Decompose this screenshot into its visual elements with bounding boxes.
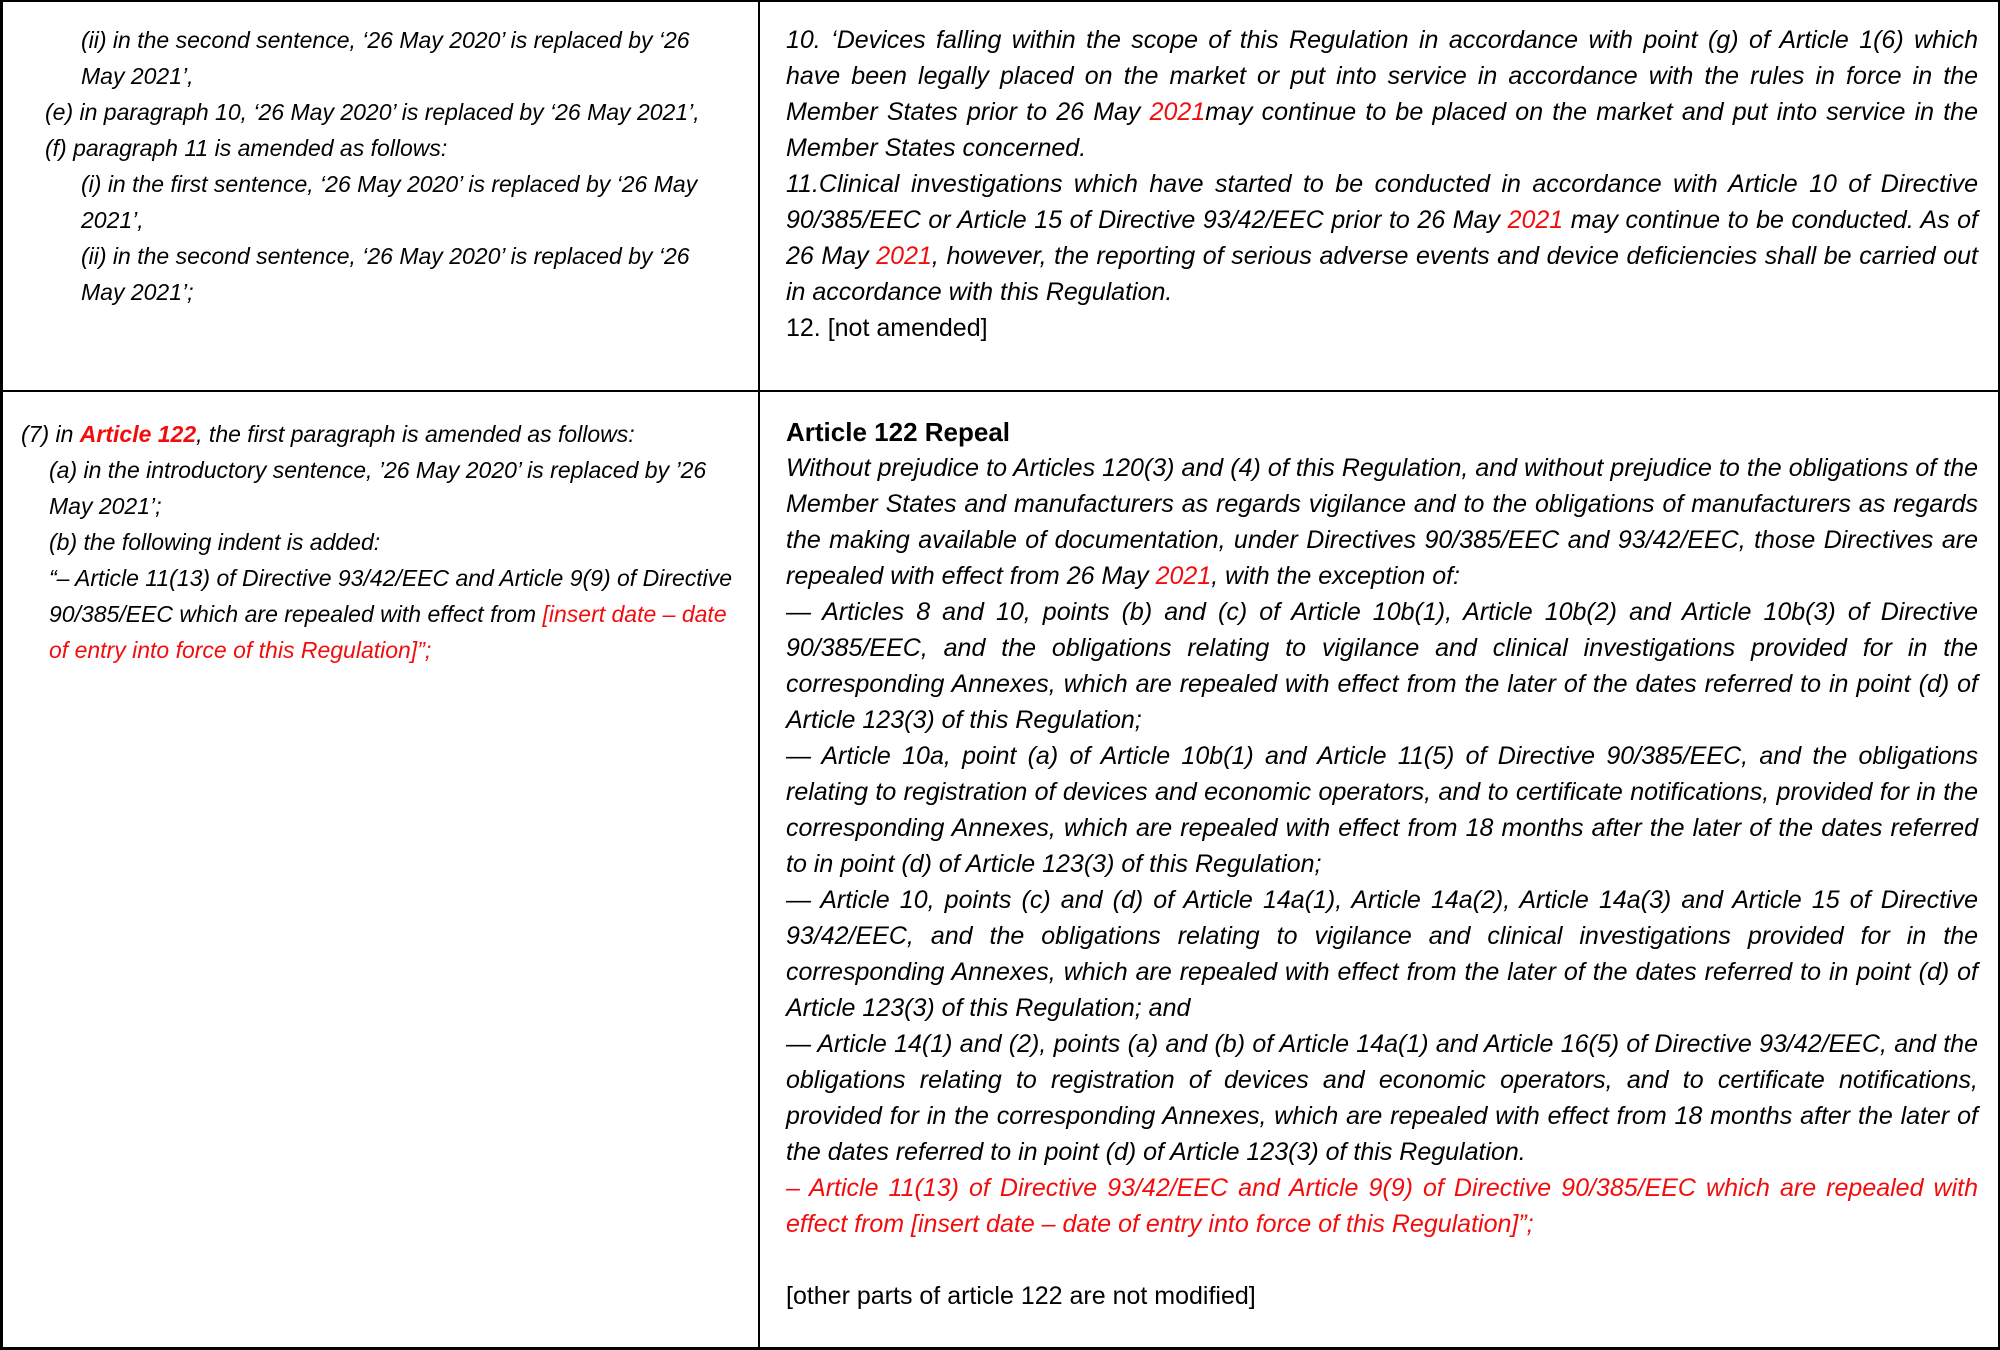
table-row-1	[3, 2, 1998, 390]
blank-line	[786, 1242, 1978, 1278]
amendment-item: (ii) in the second sentence, ‘26 May 2020’ is replaced by ‘26 May 2021’;	[81, 243, 690, 305]
paragraph-11-text: , however, the reporting of serious adverse events and device deficiencies shall be carried out in accordance with this Regulation.	[786, 242, 1978, 306]
paragraph-10-text: 10. ‘Devices falling within the scope of this Regulation in accordance with point (g) of Article 1(6) which have been legally placed on the market or put into service in accordance with the rules in force in the Member States prior to 26 May	[786, 26, 1978, 126]
article-122-heading: Article 122 Repeal	[786, 417, 1011, 447]
amendment-instructions-cell-1	[3, 2, 758, 390]
repeal-indent-2: — Article 10a, point (a) of Article 10b(1) and Article 11(5) of Directive 90/385/EEC, and the obligations relating to registration of devices and economic operators, and to certificate notifications, provided for in the corresponding Annexes, which are repealed with effect from 18 months after the later of the dates referred to in point (d) of Article 123(3) of this Regulation;	[786, 742, 1978, 878]
paragraph-12: 12. [not amended]	[786, 314, 988, 342]
amendment-intro	[21, 416, 746, 452]
amendment-item: (e) in paragraph 10, ‘26 May 2020’ is replaced by ‘26 May 2021’,	[45, 99, 700, 125]
table-row-2	[3, 392, 1998, 1347]
repeal-intro-paragraph	[786, 450, 1978, 594]
paragraph-11-text: 11.Clinical investigations which have started to be conducted in accordance with Article 10 of Directive 90/385/EEC or Article 15 of Directive 93/42/EEC prior to 26 May	[786, 170, 1978, 234]
amendment-item: (i) in the first sentence, ‘26 May 2020’ is replaced by ‘26 May 2021’,	[81, 171, 698, 233]
amendment-instructions-cell-2	[3, 392, 758, 1347]
amended-text-cell-1	[760, 2, 1998, 390]
amendment-intro-text: (7) in	[21, 421, 80, 447]
insert-date-placeholder: [insert date – date of entry into force of this Regulation]”;	[49, 601, 727, 663]
changed-date: 2021	[1507, 206, 1564, 234]
amendment-intro-text: , the first paragraph is amended as follows:	[196, 421, 635, 447]
paragraph-10	[786, 22, 1978, 166]
amendment-item-a: (a) in the introductory sentence, ’26 May 2020’ is replaced by ’26 May 2021’;	[49, 457, 707, 519]
amendment-item-b: (b) the following indent is added:	[49, 529, 381, 555]
amendment-item: (f) paragraph 11 is amended as follows:	[45, 135, 448, 161]
repeal-intro-text: Without prejudice to Articles 120(3) and (4) of this Regulation, and without prejudice to the obligations of the Member States and manufacturers as regards vigilance and to the obligations of manufacturers as regards the making available of documentation, under Directives 90/385/EEC and 93/42/EEC, those Directives are repealed with effect from 26 May	[786, 454, 1978, 590]
changed-date: 2021	[1149, 98, 1206, 126]
repeal-indent-1: — Articles 8 and 10, points (b) and (c) of Article 10b(1), Article 10b(2) and Article 10b(3) of Directive 90/385/EEC, and the obligations relating to vigilance and clinical investigations provided for in the corresponding Annexes, which are repealed with effect from the later of the dates referred to in point (d) of Article 123(3) of this Regulation;	[786, 598, 1978, 734]
paragraph-11-text: may continue to be conducted. As of 26 May	[786, 206, 1978, 270]
article-122-reference: Article 122	[79, 421, 197, 447]
amendment-item: (ii) in the second sentence, ‘26 May 2020’ is replaced by ‘26 May 2021’,	[81, 27, 690, 89]
changed-date: 2021	[1155, 562, 1212, 590]
amended-text-cell-2	[760, 392, 1998, 1347]
note-other-parts: [other parts of article 122 are not modified]	[786, 1282, 1256, 1310]
repeal-indent-added: – Article 11(13) of Directive 93/42/EEC and Article 9(9) of Directive 90/385/EEC which are repealed with effect from [insert date – date of entry into force of this Regulation]”;	[786, 1174, 1978, 1238]
repeal-intro-text: , with the exception of:	[1211, 562, 1461, 590]
paragraph-10-text: may continue to be placed on the market and put into service in the Member States concerned.	[786, 98, 1978, 162]
amendment-indent-quote	[49, 560, 746, 668]
repeal-indent-4: — Article 14(1) and (2), points (a) and (b) of Article 14a(1) and Article 16(5) of Directive 93/42/EEC, and the obligations relating to registration of devices and economic operators, and to certificate notifications, provided for in the corresponding Annexes, which are repealed with effect from 18 months after the later of the dates referred to in point (d) of Article 123(3) of this Regulation.	[786, 1030, 1978, 1166]
paragraph-11	[786, 166, 1978, 310]
indent-quote-text: “– Article 11(13) of Directive 93/42/EEC and Article 9(9) of Directive 90/385/EEC which are repealed with effect from	[49, 565, 733, 627]
changed-date: 2021	[876, 242, 932, 270]
repeal-indent-3: — Article 10, points (c) and (d) of Article 14a(1), Article 14a(2), Article 14a(3) and Article 15 of Directive 93/42/EEC, and the obligations relating to vigilance and clinical investigations provided for in the corresponding Annexes, which are repealed with effect from the later of the dates referred to in point (d) of Article 123(3) of this Regulation; and	[786, 886, 1978, 1022]
